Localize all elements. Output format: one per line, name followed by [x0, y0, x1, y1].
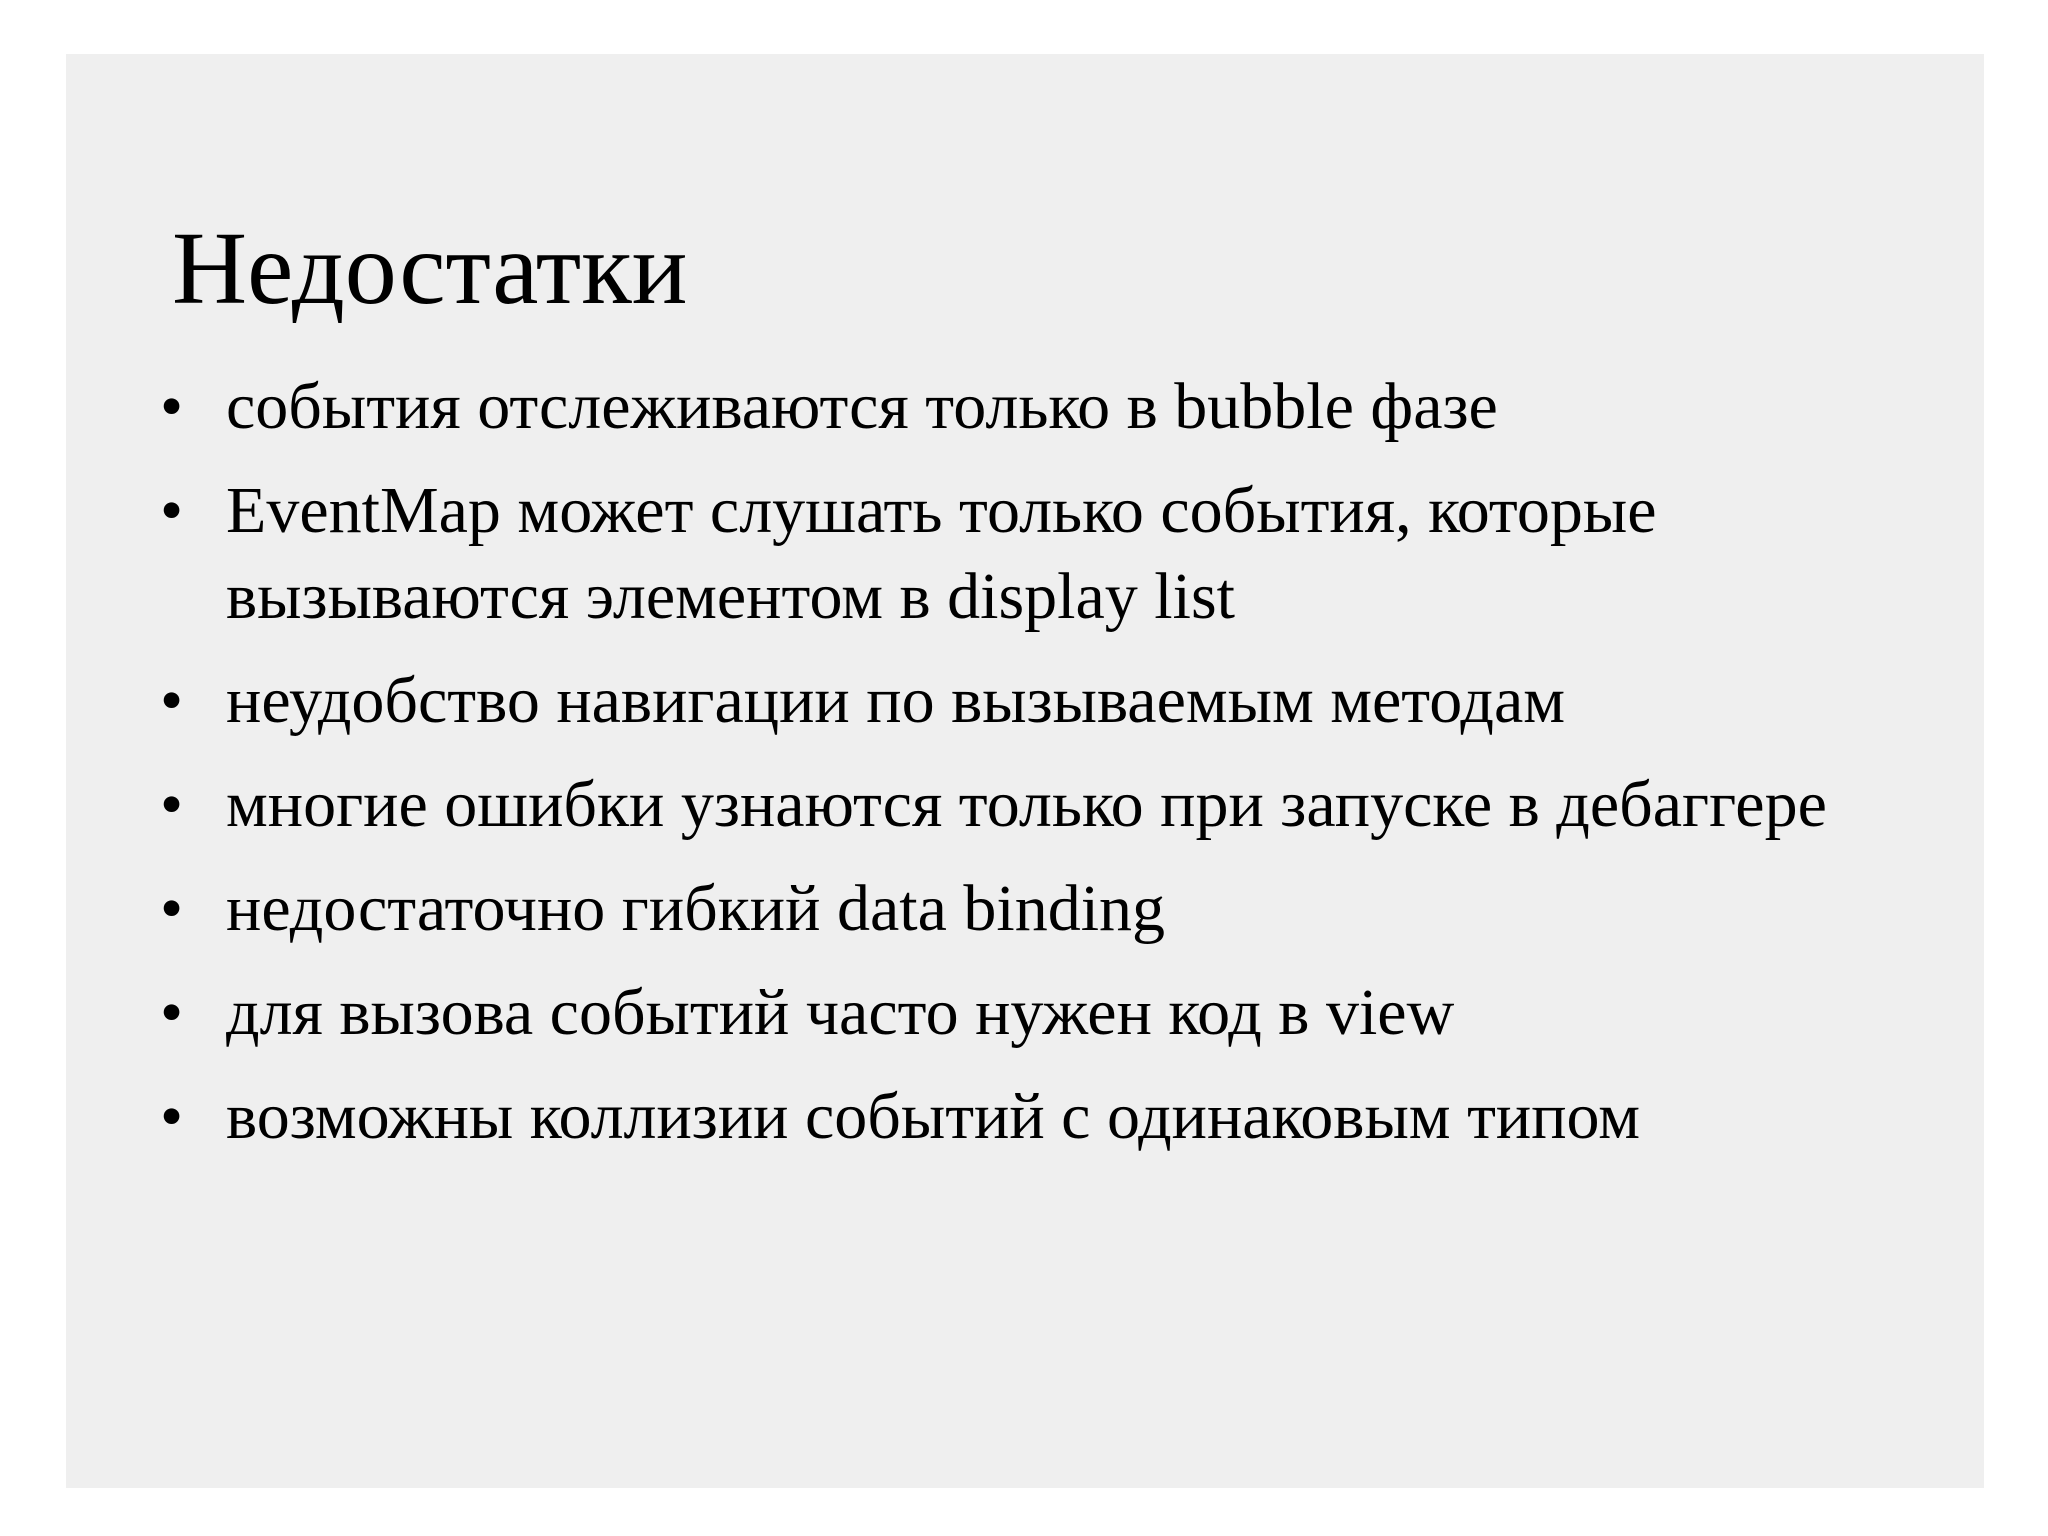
- slide-title: Недостатки: [172, 211, 688, 326]
- list-item: [66, 1074, 1984, 1160]
- list-item-text: многие ошибки узнаются только при запуске в дебаггере: [226, 768, 1827, 841]
- list-item: [66, 364, 1984, 450]
- bullet-icon: •: [160, 664, 184, 737]
- list-item: [66, 762, 1984, 848]
- list-item-text: неудобство навигации по вызываемым методам: [226, 664, 1566, 737]
- bullet-list: [66, 364, 1984, 1178]
- list-item: [66, 658, 1984, 744]
- list-item-text: возможны коллизии событий с одинаковым типом: [226, 1080, 1641, 1153]
- bullet-icon: •: [160, 872, 184, 945]
- list-item-text: события отслеживаются только в bubble фазе: [226, 370, 1498, 443]
- list-item-text: для вызова событий часто нужен код в view: [226, 976, 1455, 1049]
- bullet-icon: •: [160, 768, 184, 841]
- list-item-text: недостаточно гибкий data binding: [226, 872, 1166, 945]
- slide: [66, 54, 1984, 1488]
- list-item: [66, 468, 1984, 640]
- list-item: [66, 970, 1984, 1056]
- list-item: [66, 866, 1984, 952]
- bullet-icon: •: [160, 1080, 184, 1153]
- bullet-icon: •: [160, 370, 184, 443]
- list-item-text: EventMap может слушать только события, которые вызываются элементом в display list: [226, 474, 1657, 633]
- bullet-icon: •: [160, 474, 184, 547]
- bullet-icon: •: [160, 976, 184, 1049]
